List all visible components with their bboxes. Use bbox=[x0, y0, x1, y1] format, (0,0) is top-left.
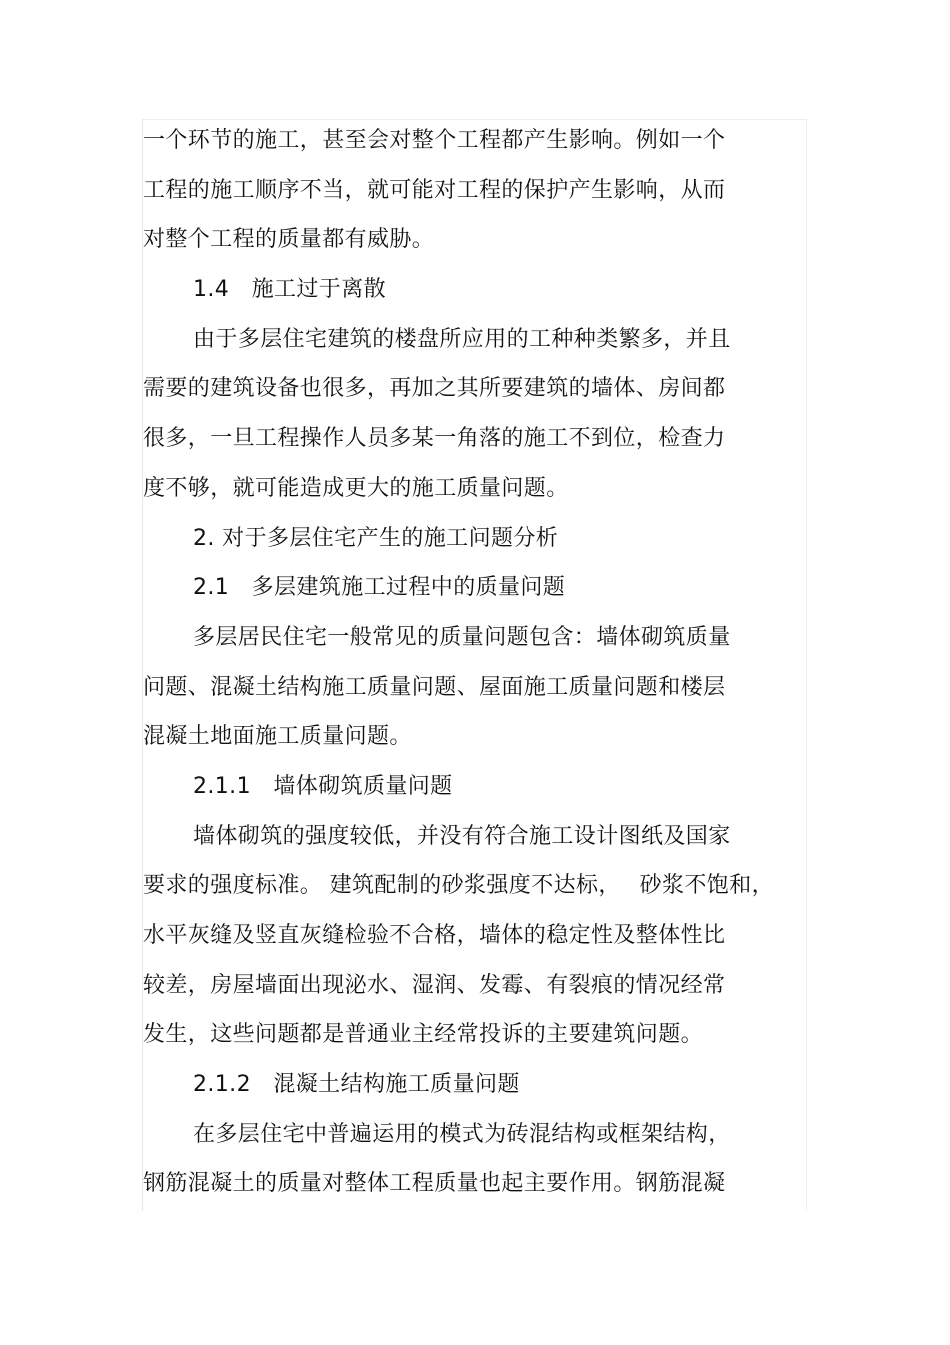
text-line: 墙体砌筑的强度较低，并没有符合施工设计图纸及国家 bbox=[193, 823, 731, 849]
text-line: 较差，房屋墙面出现泌水、湿润、发霉、有裂痕的情况经常 bbox=[143, 972, 726, 998]
text-line: 很多，一旦工程操作人员多某一角落的施工不到位，检查力 bbox=[143, 426, 726, 452]
section-heading-2-1-1: 2.1.1 墙体砌筑质量问题 bbox=[193, 773, 453, 799]
text-line: 在多层住宅中普遍运用的模式为砖混结构或框架结构， bbox=[193, 1121, 731, 1147]
text-line: 钢筋混凝土的质量对整体工程质量也起主要作用。钢筋混凝 bbox=[143, 1171, 726, 1197]
text-line: 问题、混凝土结构施工质量问题、屋面施工质量问题和楼层 bbox=[143, 674, 726, 700]
text-line: 由于多层住宅建筑的楼盘所应用的工种种类繁多，并且 bbox=[193, 326, 731, 352]
section-heading-1-4: 1.4 施工过于离散 bbox=[193, 277, 386, 303]
text-line: 需要的建筑设备也很多，再加之其所要建筑的墙体、房间都 bbox=[143, 376, 726, 402]
text-line: 度不够，就可能造成更大的施工质量问题。 bbox=[143, 475, 569, 501]
text-line: 混凝土地面施工质量问题。 bbox=[143, 724, 412, 750]
text-line: 发生，这些问题都是普通业主经常投诉的主要建筑问题。 bbox=[143, 1022, 704, 1048]
text-line: 工程的施工顺序不当，就可能对工程的保护产生影响，从而 bbox=[143, 177, 726, 203]
section-heading-2-1-2: 2.1.2 混凝土结构施工质量问题 bbox=[193, 1072, 520, 1098]
text-line: 多层居民住宅一般常见的质量问题包含：墙体砌筑质量 bbox=[193, 624, 731, 650]
text-line: 要求的强度标准。 建筑配制的砂浆强度不达标， 砂浆不饱和， bbox=[143, 873, 774, 899]
text-line: 一个环节的施工，甚至会对整个工程都产生影响。例如一个 bbox=[143, 128, 726, 153]
section-heading-2: 2. 对于多层住宅产生的施工问题分析 bbox=[193, 525, 559, 551]
document-body bbox=[143, 116, 803, 1209]
text-line: 对整个工程的质量都有威胁。 bbox=[143, 227, 435, 253]
text-line: 水平灰缝及竖直灰缝检验不合格，墙体的稳定性及整体性比 bbox=[143, 923, 726, 948]
section-heading-2-1: 2.1 多层建筑施工过程中的质量问题 bbox=[193, 575, 566, 601]
